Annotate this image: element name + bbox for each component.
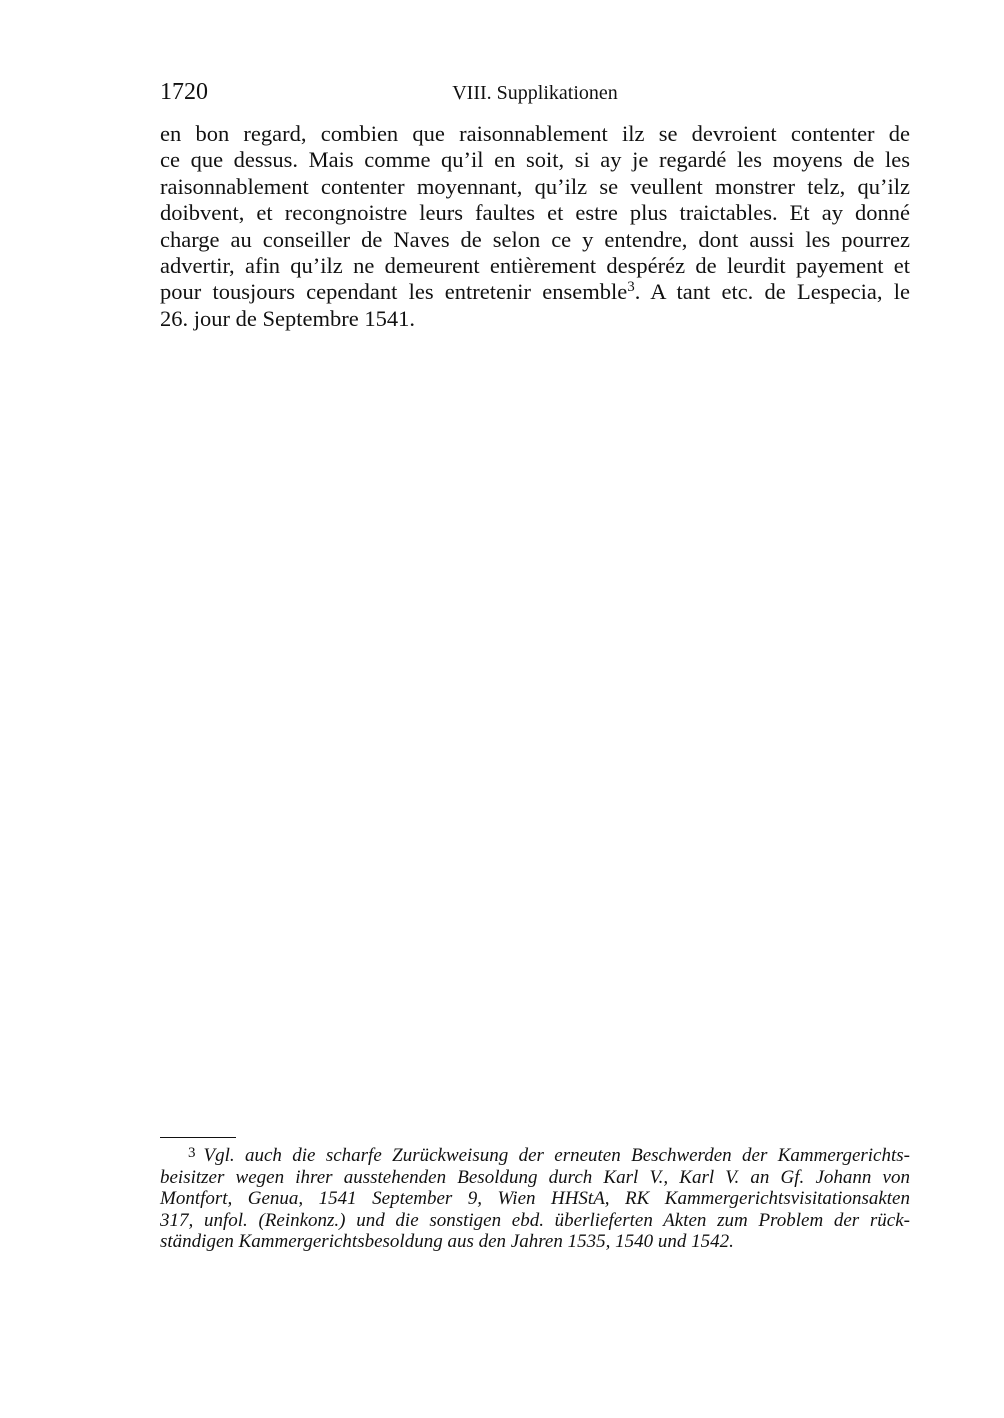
main-text — [160, 121, 910, 332]
footnote-line: ständigen Kammergerichtsbesoldung aus den Jahren 1535, 1540 und 1542. — [160, 1231, 734, 1252]
footnote-mark: 3 — [188, 1145, 196, 1161]
running-title: VIII. Supplikationen — [452, 82, 618, 104]
page-number: 1720 — [160, 79, 208, 105]
text-line: charge au conseiller de Naves de selon ce y entendre, dont aussi les pourrez — [160, 226, 910, 252]
text-line: en bon regard, combien que raisonnablement ilz se devroient contenter de — [160, 121, 910, 146]
text-line — [160, 279, 910, 305]
text-line: advertir, afin qu’ilz ne demeurent entièrement despéréz de leurdit payement et — [160, 253, 910, 279]
text-line: 26. jour de Septembre 1541. — [160, 305, 415, 331]
text-line: raisonnablement contenter moyennant, qu’ilz se veullent monstrer telz, qu’ilz — [160, 173, 910, 199]
footnote-line: 317, unfol. (Reinkonz.) und die sonstigen ebd. überlieferten Akten zum Problem der rück- — [160, 1209, 910, 1231]
footnote-line: beisitzer wegen ihrer ausstehenden Besoldung durch Karl V., Karl V. an Gf. Johann von — [160, 1166, 910, 1188]
footnote — [160, 1143, 910, 1253]
text-segment: . A tant etc. de Lespecia, le — [634, 279, 911, 305]
footnote-text: Vgl. auch die scharfe Zurückweisung der erneuten Beschwerden der Kammergerichts- — [203, 1145, 910, 1166]
text-line: doibvent, et recongnoistre leurs faultes et estre plus traictables. Et ay donné — [160, 200, 910, 226]
footnote-line — [160, 1143, 910, 1167]
text-segment: pour tousjours cependant les entretenir ensemble — [160, 279, 628, 305]
footnote-divider — [160, 1137, 236, 1138]
text-line: ce que dessus. Mais comme qu’il en soit, si ay je regardé les moyens de les — [160, 147, 910, 173]
footnote-reference[interactable]: 3 — [627, 279, 635, 296]
footnote-line: Montfort, Genua, 1541 September 9, Wien HHStA, RK Kammergerichtsvisitationsakten — [160, 1188, 910, 1209]
